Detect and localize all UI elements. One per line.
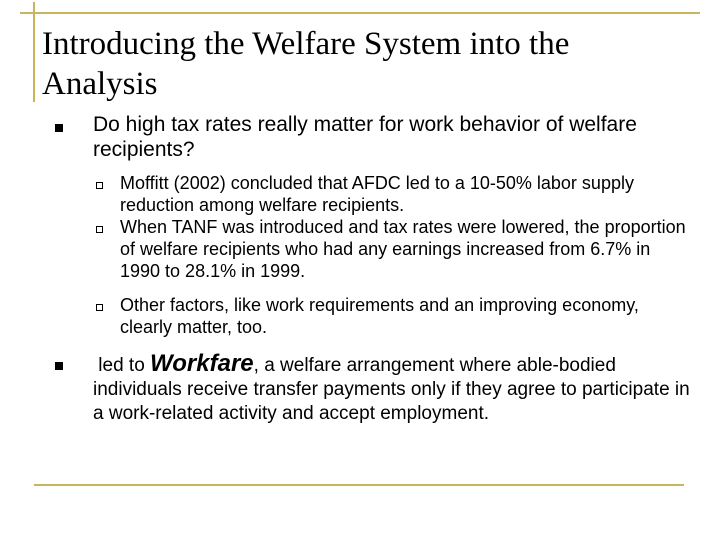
left-rule: [33, 2, 35, 102]
bullet-square-icon: [55, 124, 63, 132]
slide-title: Introducing the Welfare System into the Analysis: [42, 26, 570, 102]
top-rule: [20, 12, 700, 14]
bullet-square-icon: [55, 362, 63, 370]
bullet-text: Do high tax rates really matter for work behavior of welfare recipients?: [93, 113, 637, 161]
workfare-definition: , a welfare arrangement where able-bodied individuals receive transfer payments only if they agree to participate in a work-related activity and accept employment.: [93, 355, 690, 424]
workfare-bullet: [93, 352, 693, 426]
sub-bullet-square-icon: [96, 182, 103, 189]
sub-bullet-square-icon: [96, 226, 103, 233]
workfare-term: Workfare: [150, 350, 254, 377]
sub-bullet-square-icon: [96, 304, 103, 311]
sub-bullet-text: Other factors, like work requirements and an improving economy, clearly matter, too.: [120, 295, 639, 337]
sub-bullet-text: When TANF was introduced and tax rates were lowered, the proportion of welfare recipients who had any earnings increased from 6.7% in 1990 to 28.1% in 1999.: [120, 217, 686, 281]
workfare-prefix: led to: [98, 355, 145, 376]
bottom-rule: [34, 484, 684, 486]
sub-bullet-text: Moffitt (2002) concluded that AFDC led to a 10-50% labor supply reduction among welfare recipients.: [120, 173, 634, 215]
